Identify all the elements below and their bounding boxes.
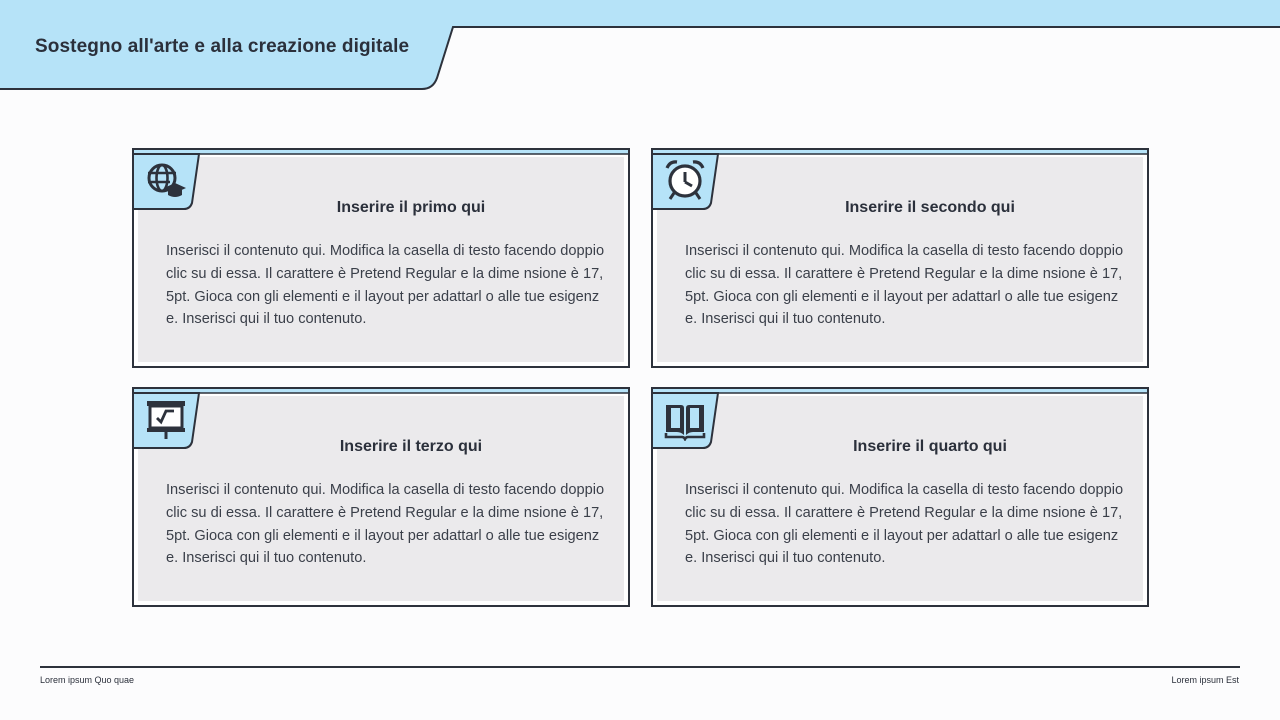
presentation-board-icon <box>144 397 188 441</box>
card-1 <box>132 148 630 368</box>
card-body-text: Inserisci il contenuto qui. Modifica la casella di testo facendo doppio clic su di essa. Il carattere è Pretend Regular e la dime nsione è 17,5pt. Gioca con gli elementi e il layout per adattarl o alle tue esigenze. Inserisci qui il tuo contenuto. <box>166 243 605 328</box>
card-body-text: Inserisci il contenuto qui. Modifica la casella di testo facendo doppio clic su di essa. Il carattere è Pretend Regular e la dime nsione è 17,5pt. Gioca con gli elementi e il layout per adattarl o alle tue esigenze. Inserisci qui il tuo contenuto. <box>685 243 1124 328</box>
card-3 <box>132 387 630 607</box>
page-title: Sostegno all'arte e alla creazione digitale <box>35 36 410 57</box>
card-body-text: Inserisci il contenuto qui. Modifica la casella di testo facendo doppio clic su di essa. Il carattere è Pretend Regular e la dime nsione è 17,5pt. Gioca con gli elementi e il layout per adattarl o alle tue esigenze. Inserisci qui il tuo contenuto. <box>166 482 605 567</box>
footer-divider <box>40 666 1240 668</box>
footer-right-text: Lorem ipsum Est <box>1171 675 1239 685</box>
card-title: Inserire il terzo qui <box>339 438 483 455</box>
open-book-icon <box>663 397 707 441</box>
header-banner <box>0 0 1280 90</box>
alarm-clock-icon <box>663 158 707 202</box>
card-2 <box>651 148 1149 368</box>
card-title: Inserire il quarto qui <box>853 438 1007 455</box>
card-4 <box>651 387 1149 607</box>
card-body-text: Inserisci il contenuto qui. Modifica la casella di testo facendo doppio clic su di essa. Il carattere è Pretend Regular e la dime nsione è 17,5pt. Gioca con gli elementi e il layout per adattarl o alle tue esigenze. Inserisci qui il tuo contenuto. <box>685 482 1124 567</box>
globe-graduation-cap-icon <box>144 158 188 202</box>
card-title: Inserire il primo qui <box>336 199 486 216</box>
card-title: Inserire il secondo qui <box>845 199 1015 216</box>
footer-left-text: Lorem ipsum Quo quae <box>40 675 135 685</box>
